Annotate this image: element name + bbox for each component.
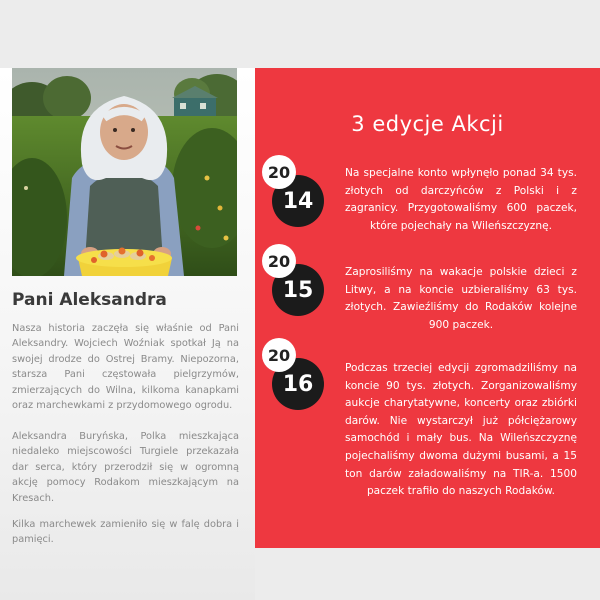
year-badge-bottom: 16 bbox=[272, 358, 324, 410]
year-badge-2016 bbox=[262, 338, 326, 410]
photo-pani-aleksandra bbox=[12, 68, 237, 276]
editions-heading: 3 edycje Akcji bbox=[351, 112, 504, 136]
edition-text-2016: Podczas trzeciej edycji zgromadziliśmy na koncie 90 tys. złotych. Zorganizowaliśmy aukcje charytatywne, koncerty oraz zbiórki darów. Nie wystarczył już półciężarowy samochód i mały bus. Na Wileńszczyznę pojechaliśmy dwoma dużymi busami, a 15 ton darów załadowaliśmy na TIR-a. 1500 paczek trafiło do naszych Rodaków. bbox=[345, 362, 577, 498]
year-badge-top: 20 bbox=[262, 244, 296, 278]
year-badge-bottom: 15 bbox=[272, 264, 324, 316]
story-paragraph-1: Nasza historia zaczęła się właśnie od Pani Aleksandry. Wojciech Woźniak spotkał Ją na swojej drodze do Ostrej Bramy. Niepozorna, starsza Pani częstowała pielgrzymów, zmierzających do Wilna, kilkoma kanapkami oraz marchewkami z przydomowego ogrodu. bbox=[12, 323, 239, 412]
year-badge-top: 20 bbox=[262, 338, 296, 372]
year-badge-top: 20 bbox=[262, 155, 296, 189]
year-badge-2015 bbox=[262, 244, 326, 316]
edition-text-2014: Na specjalne konto wpłynęło ponad 34 tys. złotych od darczyńców z Polski i z zagranicy. Przygotowaliśmy 600 paczek, które pojechały na Wileńszczyznę. bbox=[345, 167, 577, 232]
story-paragraph-3: Kilka marchewek zamieniło się w falę dobra i pamięci. bbox=[12, 519, 239, 546]
story-paragraph-2: Aleksandra Buryńska, Polka mieszkająca niedaleko miejscowości Turgiele przekazała dar serca, który przerodził się w ogromną akcję pomocy Rodakom mieszkającym na Kresach. bbox=[12, 431, 239, 504]
edition-text-2015: Zaprosiliśmy na wakacje polskie dzieci z Litwy, a na koncie uzbieraliśmy 63 tys. złotych. Zawieźliśmy do Rodaków kolejne 900 paczek. bbox=[345, 266, 577, 331]
year-badge-2014 bbox=[262, 155, 326, 227]
year-badge-bottom: 14 bbox=[272, 175, 324, 227]
person-name: Pani Aleksandra bbox=[12, 290, 167, 310]
